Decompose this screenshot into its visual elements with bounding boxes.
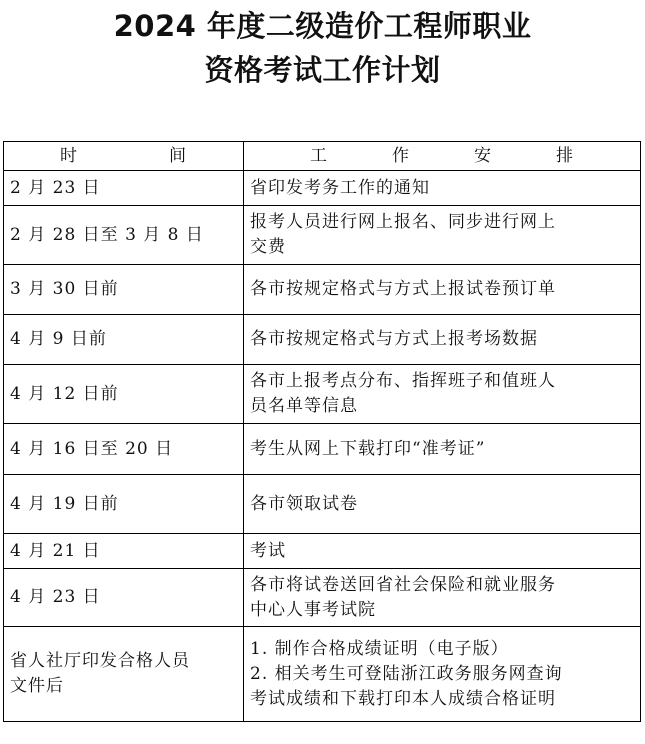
table-row [4, 569, 641, 627]
table-row [4, 206, 641, 265]
time-text: 2 月 28 日至 3 月 8 日 [10, 224, 204, 245]
table-row [4, 424, 641, 475]
header-work-char: 排 [556, 145, 574, 166]
document-title [0, 6, 645, 90]
header-time-char: 间 [169, 145, 187, 166]
work-text: 各市按规定格式与方式上报考场数据 [250, 329, 538, 349]
table-row [4, 171, 641, 206]
work-cell [244, 569, 641, 627]
time-cell [4, 569, 244, 627]
title-line-2: 资格考试工作计划 [204, 53, 441, 87]
time-text: 文件后 [10, 676, 64, 696]
work-text: 考生从网上下载打印“准考证” [250, 438, 486, 459]
table-row [4, 534, 641, 569]
header-work-char: 工 [310, 145, 328, 166]
time-text: 4 月 21 日 [10, 540, 101, 561]
time-cell [4, 171, 244, 206]
table-row [4, 627, 641, 722]
work-cell [244, 265, 641, 315]
work-text: 各市按规定格式与方式上报试卷预订单 [250, 279, 556, 299]
table-row [4, 315, 641, 365]
work-text: 交费 [250, 237, 286, 257]
time-text: 4 月 19 日前 [10, 493, 119, 514]
work-cell [244, 534, 641, 569]
time-cell [4, 206, 244, 265]
work-cell [244, 424, 641, 475]
header-work-char: 安 [474, 145, 492, 166]
work-cell [244, 365, 641, 424]
time-text: 4 月 12 日前 [10, 383, 119, 404]
table-row [4, 365, 641, 424]
time-cell [4, 627, 244, 722]
work-cell [244, 206, 641, 265]
title-line-1: 2024 年度二级造价工程师职业 [113, 9, 532, 43]
header-time [4, 142, 244, 171]
time-cell [4, 265, 244, 315]
time-cell [4, 315, 244, 365]
work-text: 报考人员进行网上报名、同步进行网上 [250, 212, 556, 232]
work-cell [244, 627, 641, 722]
table-header-row [4, 142, 641, 171]
time-cell [4, 365, 244, 424]
time-cell [4, 424, 244, 475]
work-cell [244, 475, 641, 534]
schedule-table [3, 141, 641, 722]
table-row [4, 265, 641, 315]
time-cell [4, 475, 244, 534]
work-text: 员名单等信息 [250, 396, 358, 416]
work-cell [244, 171, 641, 206]
time-text: 4 月 23 日 [10, 587, 101, 607]
time-text: 2 月 23 日 [10, 177, 101, 198]
time-cell [4, 534, 244, 569]
work-text: 考试 [250, 540, 286, 561]
work-text: 中心人事考试院 [250, 599, 376, 620]
header-work [244, 142, 641, 171]
time-text: 省人社厅印发合格人员 [10, 651, 190, 671]
work-text: 省印发考务工作的通知 [250, 177, 430, 198]
work-text: 考试成绩和下载打印本人成绩合格证明 [250, 688, 556, 709]
header-work-char: 作 [392, 145, 410, 166]
work-text: 2. 相关考生可登陆浙江政务服务网查询 [250, 663, 563, 684]
work-text: 各市上报考点分布、指挥班子和值班人 [250, 371, 556, 391]
work-text: 各市领取试卷 [250, 493, 358, 514]
time-text: 3 月 30 日前 [10, 279, 119, 299]
work-text: 1. 制作合格成绩证明（电子版） [250, 638, 509, 659]
work-text: 各市将试卷送回省社会保险和就业服务 [250, 574, 556, 595]
time-text: 4 月 9 日前 [10, 329, 107, 349]
time-text: 4 月 16 日至 20 日 [10, 438, 174, 459]
table-row [4, 475, 641, 534]
header-time-char: 时 [60, 145, 78, 166]
work-cell [244, 315, 641, 365]
